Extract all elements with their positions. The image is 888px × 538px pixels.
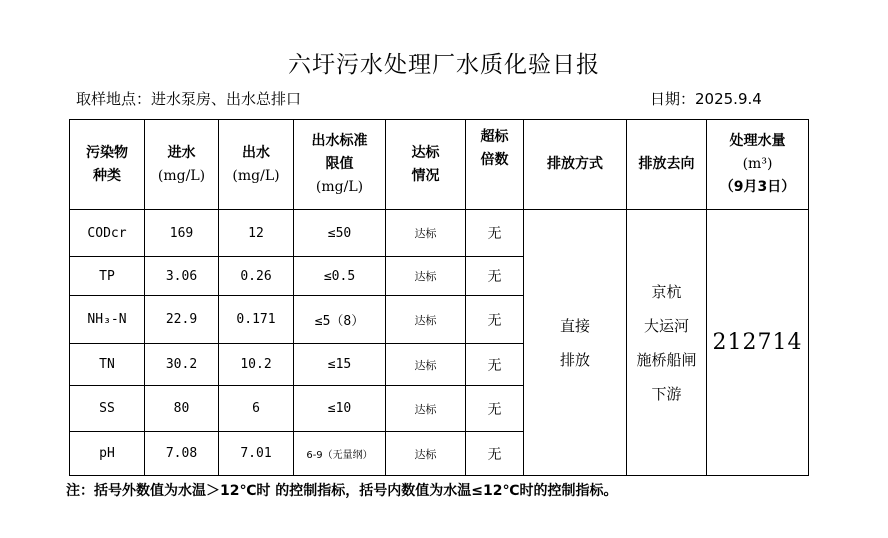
pollutant-cell: CODcr — [70, 210, 145, 257]
discharge-destination-cell: 京杭 大运河 施桥船闸 下游 — [627, 210, 707, 476]
effluent-cell: 7.01 — [219, 432, 294, 476]
header-influent: 进水 (mg/L) — [145, 120, 219, 210]
report-title: 六圩污水处理厂水质化验日报 — [288, 52, 600, 78]
sampling-location: 取样地点：进水泵房、出水总排口 — [76, 90, 302, 108]
limit-cell: ≤5（8） — [294, 296, 386, 344]
effluent-cell: 0.26 — [219, 257, 294, 296]
limit-cell: ≤0.5 — [294, 257, 386, 296]
header-discharge-destination: 排放去向 — [627, 120, 707, 210]
header-pollutant: 污染物 种类 — [70, 120, 145, 210]
compliance-cell: 达标 — [386, 386, 466, 432]
pollutant-cell: SS — [70, 386, 145, 432]
influent-cell: 80 — [145, 386, 219, 432]
header-compliance: 达标 情况 — [386, 120, 466, 210]
exceed-cell: 无 — [466, 432, 524, 476]
pollutant-cell: TN — [70, 344, 145, 386]
report-date: 日期：2025.9.4 — [650, 90, 762, 108]
influent-cell: 22.9 — [145, 296, 219, 344]
influent-cell: 169 — [145, 210, 219, 257]
header-exceed: 超标 倍数 — [466, 120, 524, 210]
compliance-cell: 达标 — [386, 344, 466, 386]
header-limit: 出水标准 限值 (mg/L) — [294, 120, 386, 210]
water-quality-table — [69, 119, 809, 476]
exceed-cell: 无 — [466, 344, 524, 386]
discharge-method-cell: 直接 排放 — [524, 210, 627, 476]
header-discharge-method: 排放方式 — [524, 120, 627, 210]
header-treated-volume: 处理水量 (m³) （9月3日） — [707, 120, 809, 210]
effluent-cell: 10.2 — [219, 344, 294, 386]
influent-cell: 30.2 — [145, 344, 219, 386]
limit-cell: ≤50 — [294, 210, 386, 257]
exceed-cell: 无 — [466, 210, 524, 257]
compliance-cell: 达标 — [386, 432, 466, 476]
compliance-cell: 达标 — [386, 257, 466, 296]
influent-cell: 7.08 — [145, 432, 219, 476]
exceed-cell: 无 — [466, 296, 524, 344]
pollutant-cell: NH₃-N — [70, 296, 145, 344]
exceed-cell: 无 — [466, 386, 524, 432]
compliance-cell: 达标 — [386, 210, 466, 257]
effluent-cell: 12 — [219, 210, 294, 257]
treated-volume-value: 212714 — [707, 210, 809, 476]
effluent-cell: 0.171 — [219, 296, 294, 344]
limit-cell: ≤15 — [294, 344, 386, 386]
header-effluent: 出水 (mg/L) — [219, 120, 294, 210]
influent-cell: 3.06 — [145, 257, 219, 296]
effluent-cell: 6 — [219, 386, 294, 432]
exceed-cell: 无 — [466, 257, 524, 296]
limit-cell: 6-9（无量纲） — [294, 432, 386, 476]
header-row — [70, 120, 809, 210]
limit-cell: ≤10 — [294, 386, 386, 432]
table-row — [70, 210, 809, 257]
footnote: 注：括号外数值为水温＞12℃时 的控制指标，括号内数值为水温≤12℃时的控制指标。 — [66, 483, 618, 499]
pollutant-cell: TP — [70, 257, 145, 296]
pollutant-cell: pH — [70, 432, 145, 476]
compliance-cell: 达标 — [386, 296, 466, 344]
